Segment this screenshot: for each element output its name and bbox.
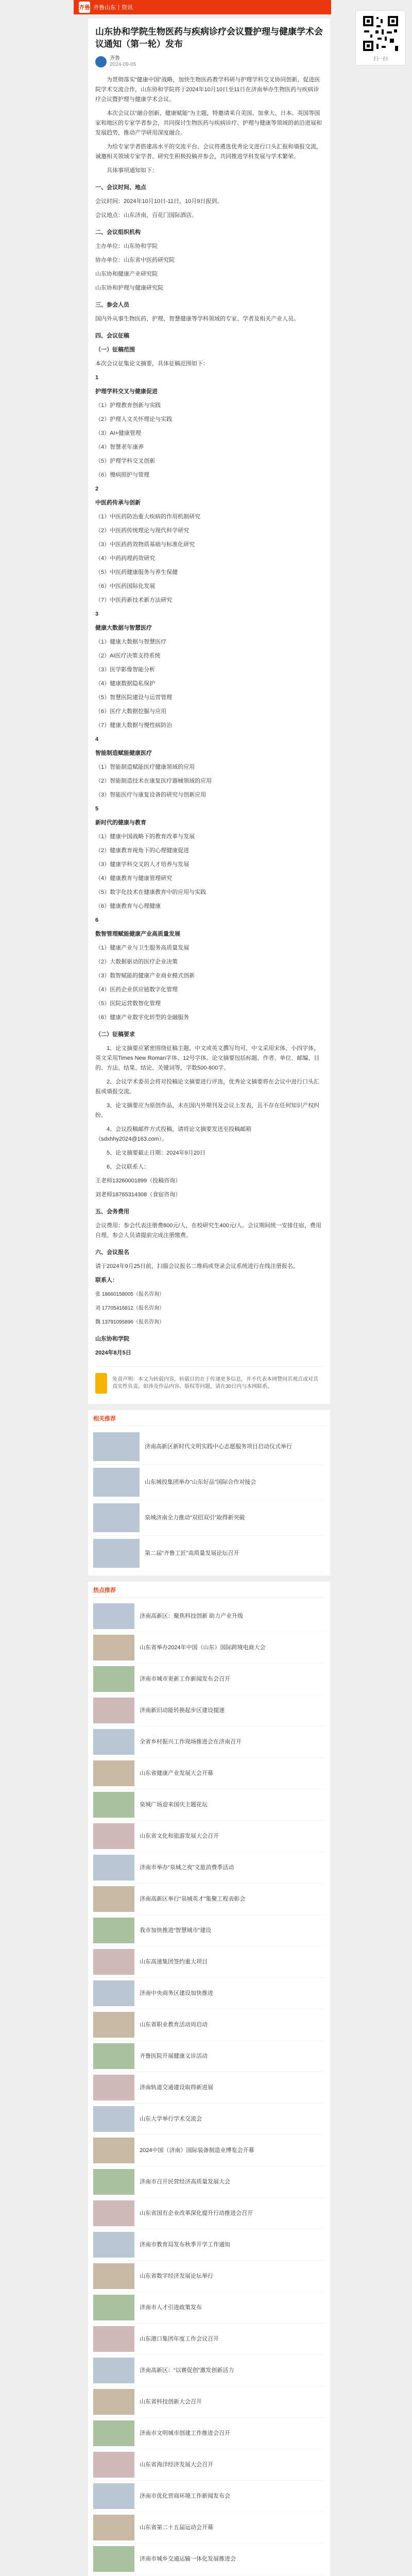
article-paragraph: （5）数字化技术在健康教育中的应用与实践 [95, 889, 207, 895]
related-thumbnail [93, 1468, 140, 1497]
feed-item[interactable] [93, 1852, 325, 1884]
feed-item[interactable] [93, 1632, 325, 1664]
feed-thumbnail [93, 1823, 134, 1849]
feed-thumbnail [93, 2138, 134, 2163]
feed-item-title: 济南轨道交通建设取得新进展 [140, 2084, 213, 2091]
article-paragraph: 为贯彻落实“健康中国”战略，加快生物医药教学科研与护理学科交叉协同创新，促进医院学术交流合作，山东协和学院将于2024年10月10日至11日在济南举办生物医药与疾病诊疗会议暨护理与健康学术会议。 [95, 77, 320, 103]
related-item-title: 第二届“齐鲁工匠”高质量发展论坛召开 [145, 1550, 239, 1556]
feed-item[interactable] [93, 1758, 325, 1789]
article-paragraph: 主办单位：山东协和学院 [95, 243, 158, 249]
feed-thumbnail [93, 2012, 134, 2038]
article-paragraph: 六、会议报名 [95, 1249, 129, 1256]
article-paragraph: 智能制造赋能健康医疗 [95, 750, 152, 756]
feed-thumbnail [93, 2106, 134, 2132]
feed-thumbnail [93, 1918, 134, 1943]
article-paragraph: （1）健康中国战略下的教育改革与发展 [95, 834, 195, 840]
article-paragraph: （5）中医药健康服务与养生保健 [95, 569, 178, 575]
feed-item[interactable] [93, 1978, 325, 2009]
feed-thumbnail [93, 1760, 134, 1786]
article-paragraph: 本次会议以“融合创新，健康赋能”为主题，特邀请来自美国、加拿大、日本、英国等国家和地区的专家学者参会，共同探讨生物医药与疾病诊疗、护理与健康等领域的前沿进展和发展趋势，推动产学研用深度融合。 [95, 110, 322, 136]
feed-item-title: 山东大学举行学术交流会 [140, 2116, 202, 2122]
article-paragraph: （2）AI医疗决策支持系统 [95, 653, 161, 659]
feed-item-title: 山东港口集团年度工作会议召开 [140, 2336, 219, 2342]
feed-item[interactable] [93, 1915, 325, 1946]
feed-item-title: 全省乡村振兴工作现场推进会在济南召开 [140, 1739, 242, 1745]
feed-item-title: 山东省健康产业发展大会开幕 [140, 1770, 213, 1776]
article-paragraph: 具体事项通知如下： [107, 167, 158, 174]
article-paragraph: 健康大数据与智慧医疗 [95, 625, 152, 631]
article-paragraph: （1）健康产业与卫生服务高质量发展 [95, 945, 190, 951]
article-paragraph: 本次会议征集论文摘要，具体征稿范围如下： [95, 361, 209, 367]
feed-thumbnail [93, 1635, 134, 1660]
article-paragraph: 数智管理赋能健康产业高质量发展 [95, 931, 180, 937]
related-item-title: 济南高新区新时代文明实践中心志愿服务项目启动仪式举行 [145, 1444, 292, 1450]
article-paragraph: （4）健康数据隐私保护 [95, 681, 156, 687]
top-bar [74, 0, 331, 14]
article-paragraph: 国内外从事生物医药、护理、智慧健康等学科领域的专家、学者及相关产业人员。 [95, 316, 299, 322]
feed-thumbnail [93, 2043, 134, 2069]
feed-item-title: 山东省职业教育活动周启动 [140, 2022, 208, 2028]
article [88, 19, 330, 1404]
publisher-avatar [95, 56, 107, 67]
article-paragraph: 2 [95, 486, 99, 492]
feed-thumbnail [93, 2295, 134, 2320]
article-paragraph: （5）智慧医院建设与运营管理 [95, 694, 173, 701]
related-item[interactable] [93, 1536, 325, 1571]
article-paragraph: 魏 13791095896（报名咨询） [95, 1319, 164, 1325]
feed-thumbnail [93, 1949, 134, 1975]
publisher-name[interactable]: 齐鲁 [110, 56, 120, 61]
feed-item-title: 泉城广场迎来国庆主题花坛 [140, 1802, 208, 1808]
article-paragraph: （3）数智赋能的健康产业商业模式创新 [95, 973, 195, 979]
feed-thumbnail [93, 1792, 134, 1818]
hot-feed [88, 1582, 330, 2576]
feed-thumbnail [93, 1886, 134, 1912]
feed-item[interactable] [93, 2009, 325, 2041]
article-paragraph: （2）健康教育视角下的心理健康促进 [95, 848, 190, 854]
feed-thumbnail [93, 2169, 134, 2195]
article-paragraph: （7）中医药新技术新方法研究 [95, 597, 173, 603]
article-paragraph: 山东协和学院 [95, 1336, 129, 1342]
feed-thumbnail [93, 1698, 134, 1723]
article-paragraph: （5）护理学科交叉创新 [95, 458, 156, 464]
feed-item-title: 济南市城市更新工作新闻发布会召开 [140, 1676, 230, 1682]
feed-thumbnail [93, 1603, 134, 1629]
feed-title: 热点推荐 [93, 1586, 325, 1598]
article-paragraph: 新时代的健康与教育 [95, 820, 146, 826]
article-paragraph: （2）护理人文关怀理论与实践 [95, 416, 173, 422]
source-logo [95, 1373, 107, 1394]
article-body [95, 75, 323, 1358]
related-thumbnail [93, 1432, 140, 1461]
feed-item[interactable] [93, 2512, 325, 2544]
article-paragraph: （一）征稿范围 [95, 347, 135, 353]
feed-item-title: 济南市举办“泉城之夜”文旅消费季活动 [140, 1865, 234, 1871]
feed-item[interactable] [93, 1726, 325, 1758]
article-paragraph: 5、论文摘要截止日期：2024年9月20日 [107, 1150, 205, 1156]
article-paragraph: （3）智能医疗与康复设备的研究与创新应用 [95, 792, 207, 798]
article-paragraph: 5 [95, 806, 99, 812]
feed-item-title: 山东省举办2024年中国（山东）国际跨境电商大会 [140, 1645, 266, 1651]
related-thumbnail [93, 1539, 140, 1568]
article-paragraph: 协办单位：山东省中医药研究院 [95, 257, 175, 263]
related-title: 相关推荐 [93, 1414, 325, 1426]
feed-thumbnail [93, 1666, 134, 1692]
article-paragraph: 为给专家学者搭建高水平的交流平台，会议将遴选优秀论文进行口头汇报和墙报交流，诚邀相关领域专家学者、研究生积极投稿并参会，共同推进学科发展与学术繁荣。 [95, 144, 322, 160]
article-paragraph: 2、会议学术委员会将对投稿论文摘要进行评选，优秀论文摘要将在会议中进行口头汇报或墙报交流。 [95, 1079, 320, 1095]
feed-thumbnail [93, 1980, 134, 2006]
article-paragraph: 1、论文摘要应紧密围绕征稿主题，中文或英文撰写均可，中文采用宋体、小四字体，英文采用Times New Roman字体、12号字体。论文摘要包括标题、作者、单位、邮编、目的、方法、结果、结论、关键词等，字数500-800字。 [95, 1045, 320, 1071]
feed-item[interactable] [93, 2135, 325, 2166]
feed-thumbnail [93, 2515, 134, 2540]
feed-thumbnail [93, 2483, 134, 2509]
site-name-link[interactable]: 齐鲁山东 [93, 5, 116, 11]
feed-item-title: 济南高新区：聚焦科技创新 助力产业升级 [140, 1613, 244, 1619]
article-paragraph: 三、参会人员 [95, 302, 129, 308]
article-paragraph: （5）医院运营数智化管理 [95, 1001, 161, 1007]
related-item[interactable] [93, 1465, 325, 1500]
feed-item[interactable] [93, 2261, 325, 2292]
feed-thumbnail [93, 2389, 134, 2415]
source-disclaimer: 免责声明：本文为转载内容，转载目的在于传递更多信息，并不代表本网赞同其观点或对其真实性负责。如涉及作品内容、版权等问题，请在30日内与本网联系。 [112, 1377, 318, 1389]
feed-item[interactable] [93, 2041, 325, 2072]
feed-item-title: 2024中国（济南）国际装备制造业博览会开幕 [140, 2147, 254, 2154]
article-paragraph: 刘老师18765314308（食宿咨询） [95, 1192, 181, 1198]
feed-item-title: 济南市优化营商环境工作新闻发布会 [140, 2493, 230, 2499]
feed-item-title: 山东省国有企业改革深化提升行动推进会召开 [140, 2210, 253, 2216]
feed-item-title: 我市加快推进“智慧城市”建设 [140, 1927, 212, 1934]
article-paragraph: 1 [95, 375, 99, 381]
article-paragraph: （6）中医药国际化发展 [95, 583, 156, 589]
feed-item[interactable] [93, 2292, 325, 2324]
feed-item[interactable] [93, 2324, 325, 2355]
article-paragraph: （4）健康教育与健康管理研究 [95, 875, 173, 882]
article-paragraph: 一、会议时间、地点 [95, 184, 146, 191]
article-paragraph: 二、会议组织机构 [95, 229, 141, 235]
article-paragraph: （6）健康产业数字化转型的金融服务 [95, 1014, 190, 1021]
site-logo[interactable]: 齐鲁 [79, 2, 90, 13]
feed-thumbnail [93, 2546, 134, 2572]
feed-thumbnail [93, 2200, 134, 2226]
section-link[interactable]: 资讯 [121, 5, 133, 11]
article-paragraph: （3）医学影像智能分析 [95, 667, 156, 673]
feed-item[interactable] [93, 2449, 325, 2481]
feed-item[interactable] [93, 1664, 325, 1695]
article-paragraph: （6）慢病照护与管理 [95, 472, 150, 478]
article-paragraph: （二）征稿要求 [95, 1031, 135, 1038]
feed-item[interactable] [93, 2104, 325, 2135]
article-paragraph: （3）中医药药效物质基础与标准化研究 [95, 541, 195, 548]
article-paragraph: 山东协和护理与健康研究院 [95, 285, 163, 291]
feed-item[interactable] [93, 1884, 325, 1915]
feed-thumbnail [93, 2263, 134, 2289]
feed-item[interactable] [93, 1601, 325, 1632]
article-paragraph: （3）AI+健康管理 [95, 430, 141, 436]
article-paragraph: （6）健康教育与心理健康 [95, 903, 161, 909]
article-paragraph: 联系人： [95, 1277, 118, 1283]
feed-item-title: 济南市文明城市创建工作推进会召开 [140, 2430, 230, 2436]
related-item-title: 山东城投集团举办“山东好品”国际合作对接会 [145, 1479, 256, 1485]
feed-item-title: 济南市召开民营经济高质量发展大会 [140, 2179, 230, 2185]
feed-item-title: 齐鲁医院开展健康义诊活动 [140, 2053, 208, 2059]
article-meta [95, 56, 323, 68]
qr-code-icon [361, 14, 400, 53]
related-list [88, 1410, 330, 1575]
feed-thumbnail [93, 1729, 134, 1755]
feed-item-title: 山东高速集团签约重大项目 [140, 1959, 208, 1965]
article-paragraph: 中医药传承与创新 [95, 500, 141, 506]
feed-item-title: 济南高新区：“以赛促创”激发创新活力 [140, 2367, 234, 2374]
article-paragraph: （7）健康大数据与慢性病防治 [95, 722, 173, 728]
feed-item[interactable] [93, 1821, 325, 1852]
article-paragraph: 张 18660158005（报名咨询） [95, 1292, 164, 1297]
article-paragraph: （1）中医药防治重大疾病的作用机制研究 [95, 514, 201, 520]
article-paragraph: 四、会议征稿 [95, 333, 129, 339]
feed-item-title: 济南高新区举行“泉城英才”集聚工程表彰会 [140, 1896, 246, 1902]
qr-code-panel [355, 10, 406, 65]
article-paragraph: （4）智慧老年康养 [95, 444, 144, 450]
feed-thumbnail [93, 1855, 134, 1880]
feed-item[interactable] [93, 2198, 325, 2229]
feed-item[interactable] [93, 1946, 325, 1978]
feed-item[interactable] [93, 2386, 325, 2418]
article-paragraph: （4）医药企业供应链数字化管理 [95, 987, 178, 993]
article-title: 山东协和学院生物医药与疾病诊疗会议暨护理与健康学术会议通知（第一轮）发布 [95, 27, 323, 49]
related-item[interactable] [93, 1500, 325, 1536]
feed-item-title: 山东省数字经济发展论坛举行 [140, 2273, 213, 2279]
article-paragraph: （4）中药药理药效研究 [95, 555, 156, 562]
feed-item[interactable] [93, 2544, 325, 2575]
related-item-title: 泉城济南全力推动“双招双引”取得新突破 [145, 1515, 245, 1521]
article-paragraph: （1）智能制造赋能医疗健康领域的应用 [95, 764, 195, 770]
feed-item[interactable] [93, 2072, 325, 2104]
related-thumbnail [93, 1503, 140, 1532]
feed-item-title: 济南新旧动能转换起步区建设提速 [140, 1707, 225, 1714]
feed-thumbnail [93, 2358, 134, 2383]
feed-item[interactable] [93, 2418, 325, 2449]
article-paragraph: 会议费用：参会代表注册费800元/人，在校研究生400元/人。会议期间统一安排住宿，费用自理。参会人员请提前完成注册缴费。 [95, 1223, 321, 1239]
feed-item[interactable] [93, 1695, 325, 1726]
feed-item[interactable] [93, 1789, 325, 1821]
feed-item-title: 济南市人才引进政策发布 [140, 2304, 202, 2311]
article-paragraph: 刘 17705416812（报名咨询） [95, 1306, 164, 1311]
article-paragraph: （2）大数据驱动的医疗企业决策 [95, 959, 178, 965]
article-paragraph: 6、会议联系人： [107, 1164, 150, 1170]
feed-thumbnail [93, 2326, 134, 2352]
article-paragraph: （2）智能制造技术在康复医疗器械领域的应用 [95, 778, 212, 784]
article-paragraph: 3、论文摘要应为原创作品，未在国内外期刊及会议上发表，且不存在任何知识产权纠纷。 [95, 1103, 320, 1118]
feed-item[interactable] [93, 2355, 325, 2386]
article-paragraph: （1）护理教育创新与实践 [95, 402, 161, 409]
article-paragraph: 6 [95, 917, 99, 923]
feed-item-title: 济南市城乡交通运输一体化发展推进会 [140, 2556, 236, 2562]
qr-caption: 扫一扫 [373, 56, 388, 61]
feed-item[interactable] [93, 2166, 325, 2198]
article-paragraph: （6）医疗大数据挖掘与应用 [95, 708, 167, 715]
feed-item-title: 山东省文化和旅游发展大会召开 [140, 1833, 219, 1839]
feed-thumbnail [93, 2232, 134, 2258]
article-paragraph: （3）健康学科交叉的人才培养与发展 [95, 861, 190, 868]
article-paragraph: 请于2024年9月25日前，扫描会议报名二维码或登录会议系统进行在线注册报名。 [95, 1263, 299, 1269]
breadcrumb-separator: | [118, 4, 119, 10]
feed-item[interactable] [93, 2481, 325, 2512]
article-paragraph: 4 [95, 736, 99, 742]
article-paragraph: 3 [95, 611, 99, 617]
article-paragraph: 2024年8月5日 [95, 1350, 131, 1356]
article-paragraph: 五、会务费用 [95, 1209, 129, 1215]
source-box [95, 1366, 323, 1394]
article-paragraph: 4、会议投稿邮件方式投稿，请将论文摘要发送至投稿邮箱（sdxhhy2024@163.com）。 [95, 1126, 252, 1142]
article-paragraph: 山东协和健康产业研究院 [95, 271, 158, 277]
feed-thumbnail [93, 2452, 134, 2478]
feed-thumbnail [93, 2075, 134, 2100]
feed-item-title: 济南市教育局发布秋季开学工作通知 [140, 2242, 230, 2248]
publish-date: 2024-09-05 [110, 62, 136, 67]
feed-item-title: 济南中央商务区建设加快推进 [140, 1990, 213, 1996]
article-paragraph: （1）健康大数据与智慧医疗 [95, 639, 167, 645]
article-paragraph: 王老师13260001899（投稿咨询） [95, 1178, 181, 1184]
article-paragraph: （2）中医药传统理论与现代科学研究 [95, 528, 190, 534]
feed-item[interactable] [93, 2229, 325, 2261]
feed-item-title: 山东省第二十五届运动会开幕 [140, 2524, 213, 2531]
article-paragraph: 会议地点：山东济南，百花门国际酒店。 [95, 212, 197, 218]
feed-item-title: 山东省海洋经济发展大会召开 [140, 2462, 213, 2468]
related-item[interactable] [93, 1429, 325, 1465]
feed-item-title: 山东省科技创新大会召开 [140, 2399, 202, 2405]
feed-thumbnail [93, 2420, 134, 2446]
article-paragraph: 会议时间：2024年10月10日-11日，10月9日报到。 [95, 198, 223, 205]
article-paragraph: 护理学科交叉与健康促进 [95, 388, 158, 395]
